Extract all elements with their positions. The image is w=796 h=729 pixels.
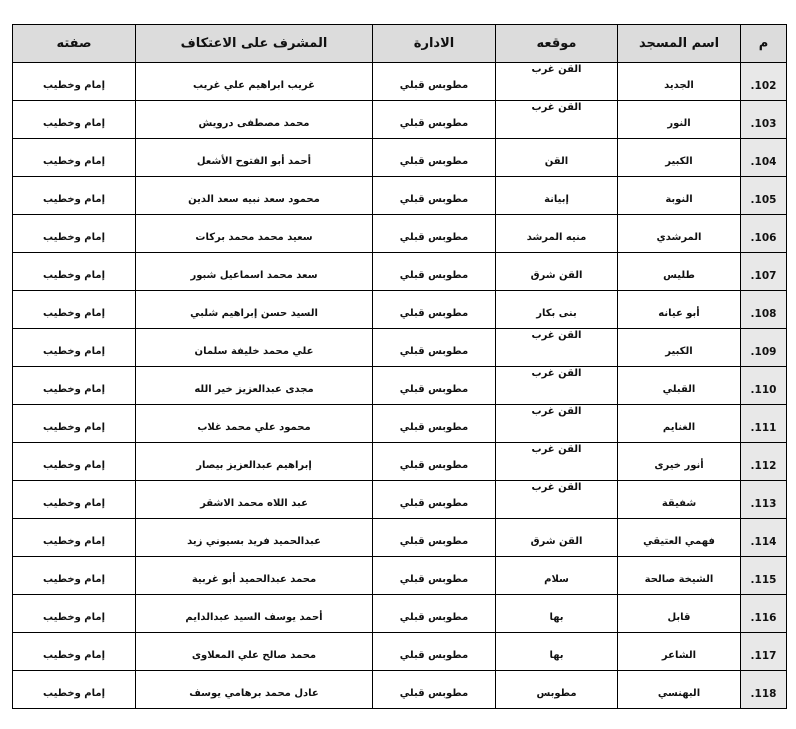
row-number [741, 101, 787, 139]
mosque-name-cell-text: النور [667, 118, 691, 129]
role-cell-text: إمام وخطيب [42, 688, 106, 699]
table-header-row [13, 25, 787, 63]
administration-cell-text: مطوبس قبلي [399, 460, 469, 471]
location-cell-text: إبيانة [544, 194, 569, 205]
administration-cell [373, 63, 496, 101]
table-row [13, 671, 787, 709]
role-cell-text: إمام وخطيب [42, 422, 106, 433]
location-cell-text: القن شرق [530, 270, 583, 281]
mosque-name-cell-text: فهمي العتيقي [643, 536, 715, 547]
supervisor-cell-text: عادل محمد برهامي يوسف [189, 688, 319, 699]
role-cell [13, 671, 136, 709]
administration-cell [373, 139, 496, 177]
role-cell-text: إمام وخطيب [42, 156, 106, 167]
location-cell-text: القن شرق [530, 536, 583, 547]
role-cell [13, 481, 136, 519]
row-number-text: .114 [750, 535, 777, 548]
supervisor-cell [136, 633, 373, 671]
supervisor-cell [136, 215, 373, 253]
location-cell [496, 557, 618, 595]
row-number [741, 63, 787, 101]
administration-cell [373, 671, 496, 709]
administration-cell-text: مطوبس قبلي [399, 688, 469, 699]
supervisor-cell-text: محمد عبدالحميد أبو غربية [191, 574, 317, 585]
administration-cell-text: مطوبس قبلي [399, 498, 469, 509]
supervisor-cell [136, 481, 373, 519]
administration-cell [373, 177, 496, 215]
role-cell [13, 633, 136, 671]
mosque-name-cell-text: الغنايم [662, 422, 696, 433]
location-cell [496, 481, 618, 519]
location-cell-text: القن غرب [531, 444, 582, 455]
location-cell [496, 443, 618, 481]
administration-cell-text: مطوبس قبلي [399, 384, 469, 395]
row-number [741, 253, 787, 291]
role-cell-text: إمام وخطيب [42, 118, 106, 129]
table-row [13, 633, 787, 671]
role-cell-text: إمام وخطيب [42, 650, 106, 661]
supervisor-cell-text: أحمد أبو الفتوح الأشعل [196, 156, 312, 167]
location-cell-text: القن غرب [531, 64, 582, 75]
supervisor-cell-text: عبدالحميد فريد بسيوني زيد [187, 536, 321, 547]
row-number-text: .105 [750, 193, 777, 206]
administration-cell [373, 519, 496, 557]
location-cell [496, 291, 618, 329]
administration-cell [373, 215, 496, 253]
location-cell [496, 367, 618, 405]
mosque-name-cell-text: أبو عيانه [658, 308, 700, 319]
mosque-name-cell-text: شفيقة [661, 498, 697, 509]
role-cell [13, 63, 136, 101]
mosque-name-cell-text: النوبة [665, 194, 693, 205]
row-number [741, 671, 787, 709]
role-cell-text: إمام وخطيب [42, 270, 106, 281]
location-cell [496, 101, 618, 139]
mosque-name-cell-text: الجديد [664, 80, 694, 91]
table-row [13, 139, 787, 177]
row-number [741, 177, 787, 215]
administration-cell [373, 595, 496, 633]
role-cell [13, 405, 136, 443]
supervisor-cell-text: محمد مصطفى درويش [198, 118, 310, 129]
row-number-text: .111 [750, 421, 777, 434]
supervisor-cell [136, 367, 373, 405]
supervisor-cell [136, 253, 373, 291]
header-number: م [741, 25, 787, 63]
mosque-name-cell [618, 595, 741, 633]
administration-cell [373, 101, 496, 139]
table-row [13, 443, 787, 481]
supervisor-cell [136, 519, 373, 557]
row-number [741, 595, 787, 633]
administration-cell [373, 405, 496, 443]
mosque-name-cell [618, 215, 741, 253]
supervisor-cell-text: عبد اللاه محمد الاشقر [200, 498, 308, 509]
administration-cell-text: مطوبس قبلي [399, 118, 469, 129]
location-cell-text: بها [549, 612, 564, 623]
location-cell-text: القن غرب [531, 330, 582, 341]
table-row [13, 215, 787, 253]
supervisor-cell-text: السيد حسن إبراهيم شلبي [190, 308, 318, 319]
administration-cell-text: مطوبس قبلي [399, 194, 469, 205]
location-cell-text: بنى بكار [536, 308, 577, 319]
header-supervisor: المشرف على الاعتكاف [136, 25, 373, 63]
location-cell-text: مطوبس [536, 688, 577, 699]
row-number-text: .112 [750, 459, 777, 472]
location-cell [496, 519, 618, 557]
supervisor-cell [136, 329, 373, 367]
row-number [741, 291, 787, 329]
table-row [13, 481, 787, 519]
administration-cell [373, 329, 496, 367]
role-cell-text: إمام وخطيب [42, 460, 106, 471]
supervisor-cell-text: محمد صالح علي المعلاوى [191, 650, 317, 661]
role-cell [13, 101, 136, 139]
mosque-name-cell-text: الكبير [665, 156, 693, 167]
row-number-text: .118 [750, 687, 777, 700]
mosque-name-cell [618, 177, 741, 215]
location-cell [496, 215, 618, 253]
mosque-name-cell [618, 101, 741, 139]
row-number-text: .117 [750, 649, 777, 662]
administration-cell-text: مطوبس قبلي [399, 308, 469, 319]
row-number [741, 557, 787, 595]
mosque-name-cell [618, 139, 741, 177]
table-row [13, 595, 787, 633]
supervisor-cell-text: إبراهيم عبدالعزيز بيصار [196, 460, 312, 471]
role-cell [13, 519, 136, 557]
table-body [13, 63, 787, 709]
location-cell [496, 253, 618, 291]
location-cell [496, 633, 618, 671]
table-row [13, 519, 787, 557]
supervisor-cell-text: محمود علي محمد غلاب [197, 422, 311, 433]
role-cell [13, 443, 136, 481]
role-cell-text: إمام وخطيب [42, 346, 106, 357]
administration-cell-text: مطوبس قبلي [399, 270, 469, 281]
header-role: صفته [13, 25, 136, 63]
table-row [13, 253, 787, 291]
mosque-name-cell [618, 519, 741, 557]
location-cell-text: القن غرب [531, 406, 582, 417]
mosque-name-cell-text: المرشدي [656, 232, 702, 243]
administration-cell [373, 557, 496, 595]
administration-cell-text: مطوبس قبلي [399, 156, 469, 167]
role-cell [13, 557, 136, 595]
location-cell [496, 63, 618, 101]
role-cell [13, 329, 136, 367]
table-row [13, 367, 787, 405]
row-number-text: .103 [750, 117, 777, 130]
location-cell [496, 595, 618, 633]
header-mosque-name: اسم المسجد [618, 25, 741, 63]
table-row [13, 101, 787, 139]
location-cell-text: القن [544, 156, 569, 167]
row-number-text: .104 [750, 155, 777, 168]
administration-cell [373, 633, 496, 671]
role-cell-text: إمام وخطيب [42, 536, 106, 547]
location-cell-text: القن غرب [531, 368, 582, 379]
table-row [13, 557, 787, 595]
row-number [741, 367, 787, 405]
administration-cell [373, 481, 496, 519]
supervisor-cell-text: مجدى عبدالعزيز خير الله [194, 384, 314, 395]
administration-cell [373, 253, 496, 291]
role-cell [13, 177, 136, 215]
administration-cell-text: مطوبس قبلي [399, 650, 469, 661]
table-row [13, 405, 787, 443]
administration-cell-text: مطوبس قبلي [399, 422, 469, 433]
row-number [741, 481, 787, 519]
role-cell-text: إمام وخطيب [42, 80, 106, 91]
row-number [741, 139, 787, 177]
row-number [741, 443, 787, 481]
header-location: موقعه [496, 25, 618, 63]
supervisor-cell [136, 557, 373, 595]
row-number [741, 329, 787, 367]
location-cell [496, 177, 618, 215]
supervisor-cell [136, 101, 373, 139]
location-cell [496, 139, 618, 177]
row-number [741, 215, 787, 253]
mosque-name-cell-text: القبلي [662, 384, 696, 395]
header-administration: الادارة [373, 25, 496, 63]
administration-cell-text: مطوبس قبلي [399, 612, 469, 623]
supervisor-cell [136, 595, 373, 633]
mosque-name-cell [618, 405, 741, 443]
location-cell [496, 671, 618, 709]
location-cell-text: القن غرب [531, 102, 582, 113]
mosque-name-cell-text: قابل [667, 612, 691, 623]
row-number-text: .113 [750, 497, 777, 510]
location-cell [496, 405, 618, 443]
mosque-name-cell-text: أنور خيرى [654, 460, 704, 471]
row-number-text: .108 [750, 307, 777, 320]
location-cell [496, 329, 618, 367]
supervisor-cell-text: سعيد محمد محمد بركات [195, 232, 313, 243]
row-number-text: .110 [750, 383, 777, 396]
supervisor-cell [136, 405, 373, 443]
supervisor-cell-text: علي محمد خليفة سلمان [194, 346, 314, 357]
mosque-name-cell [618, 633, 741, 671]
role-cell-text: إمام وخطيب [42, 612, 106, 623]
row-number [741, 405, 787, 443]
role-cell-text: إمام وخطيب [42, 194, 106, 205]
administration-cell [373, 291, 496, 329]
location-cell-text: بها [549, 650, 564, 661]
administration-cell [373, 443, 496, 481]
row-number [741, 633, 787, 671]
role-cell [13, 595, 136, 633]
role-cell [13, 215, 136, 253]
mosque-name-cell-text: الشيخة صالحة [644, 574, 714, 585]
supervisor-cell [136, 63, 373, 101]
administration-cell [373, 367, 496, 405]
mosque-name-cell-text: الكبير [665, 346, 693, 357]
mosque-name-cell [618, 481, 741, 519]
administration-cell-text: مطوبس قبلي [399, 80, 469, 91]
role-cell-text: إمام وخطيب [42, 498, 106, 509]
supervisor-cell [136, 177, 373, 215]
supervisor-cell-text: أحمد يوسف السيد عبدالدايم [185, 612, 323, 623]
row-number-text: .109 [750, 345, 777, 358]
mosque-name-cell [618, 253, 741, 291]
mosque-name-cell [618, 443, 741, 481]
role-cell [13, 253, 136, 291]
role-cell-text: إمام وخطيب [42, 574, 106, 585]
row-number-text: .102 [750, 79, 777, 92]
row-number-text: .116 [750, 611, 777, 624]
supervisor-cell-text: غريب ابراهيم علي غريب [193, 80, 315, 91]
supervisor-cell [136, 291, 373, 329]
row-number [741, 519, 787, 557]
mosque-name-cell-text: البهنسي [657, 688, 701, 699]
table-row [13, 291, 787, 329]
mosque-name-cell [618, 291, 741, 329]
mosque-name-cell [618, 367, 741, 405]
location-cell-text: القن غرب [531, 482, 582, 493]
table-row [13, 177, 787, 215]
role-cell [13, 139, 136, 177]
role-cell-text: إمام وخطيب [42, 232, 106, 243]
location-cell-text: منيه المرشد [526, 232, 587, 243]
administration-cell-text: مطوبس قبلي [399, 232, 469, 243]
supervisor-cell [136, 139, 373, 177]
supervisor-cell [136, 671, 373, 709]
mosque-name-cell [618, 329, 741, 367]
itikaf-supervisors-table [12, 24, 787, 709]
administration-cell-text: مطوبس قبلي [399, 574, 469, 585]
role-cell-text: إمام وخطيب [42, 384, 106, 395]
role-cell [13, 291, 136, 329]
role-cell [13, 367, 136, 405]
row-number-text: .106 [750, 231, 777, 244]
supervisor-cell [136, 443, 373, 481]
table-row [13, 63, 787, 101]
row-number-text: .115 [750, 573, 777, 586]
supervisor-cell-text: سعد محمد اسماعيل شبور [190, 270, 318, 281]
administration-cell-text: مطوبس قبلي [399, 346, 469, 357]
mosque-name-cell [618, 557, 741, 595]
mosque-name-cell-text: الشاعر [661, 650, 697, 661]
role-cell-text: إمام وخطيب [42, 308, 106, 319]
row-number-text: .107 [750, 269, 777, 282]
mosque-name-cell [618, 63, 741, 101]
mosque-name-cell [618, 671, 741, 709]
mosque-name-cell-text: طليس [663, 270, 695, 281]
table-row [13, 329, 787, 367]
administration-cell-text: مطوبس قبلي [399, 536, 469, 547]
location-cell-text: سلام [544, 574, 569, 585]
supervisor-cell-text: محمود سعد نبيه سعد الدين [188, 194, 320, 205]
